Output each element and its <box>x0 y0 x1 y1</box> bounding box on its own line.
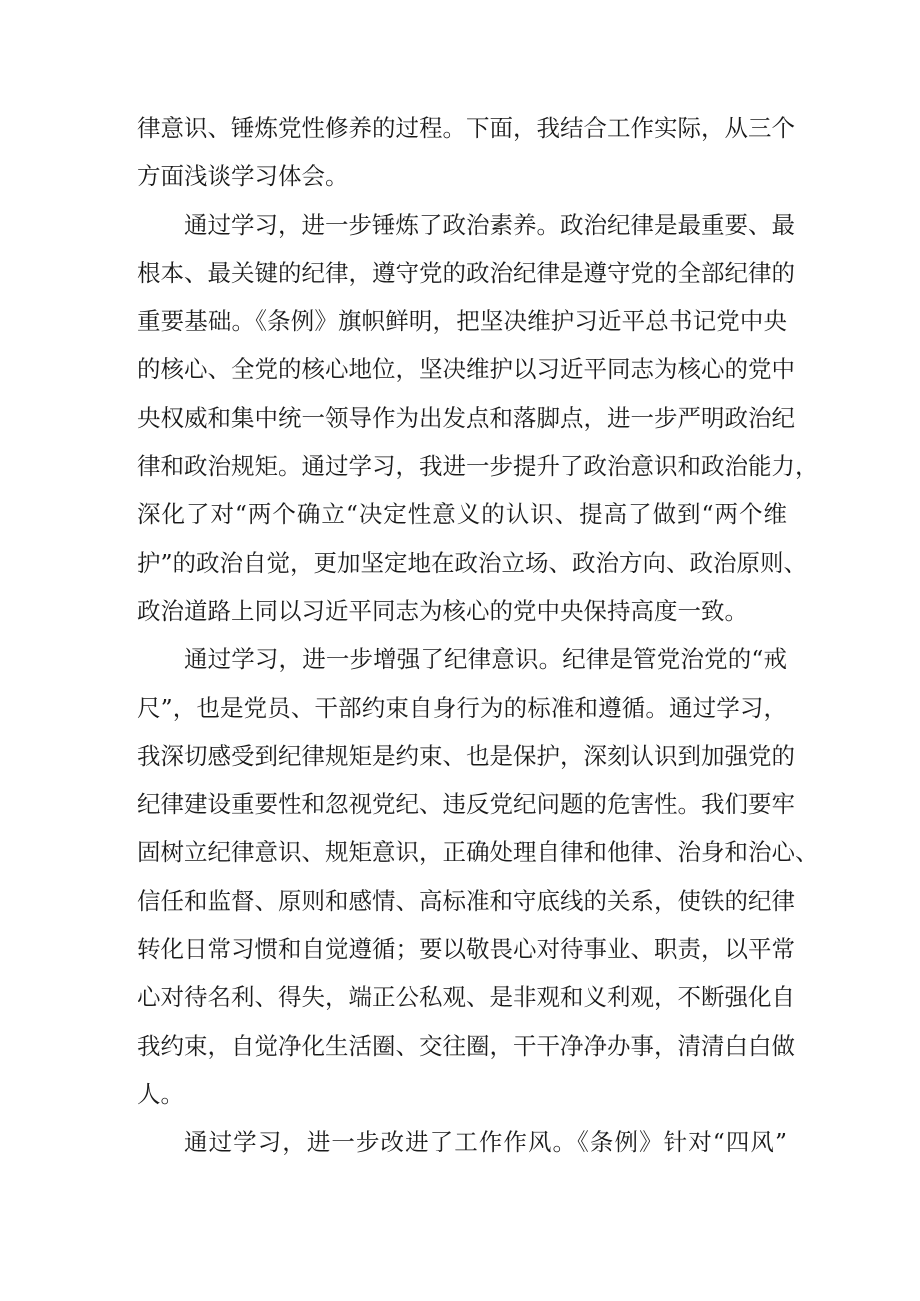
text-line: 固树立纪律意识、规矩意识，正确处理自律和他律、治身和治心、 <box>137 838 819 867</box>
text-line: 纪律建设重要性和忽视党纪、违反党纪问题的危害性。我们要牢 <box>137 790 795 819</box>
text-line: 政治道路上同以习近平同志为核心的党中央保持高度一致。 <box>137 596 748 625</box>
text-line: 我约束，自觉净化生活圈、交往圈，干干净净办事，清清白白做 <box>137 1031 795 1060</box>
text-line: 律意识、锤炼党性修养的过程。下面，我结合工作实际，从三个 <box>137 114 795 142</box>
text-line: 转化日常习惯和自觉遵循；要以敬畏心对待事业、职责，以平常 <box>137 935 795 964</box>
text-line: 深化了对“两个确立“决定性意义的认识、提高了做到“两个维 <box>137 500 787 529</box>
paragraph <box>137 201 819 636</box>
paragraph <box>137 104 795 201</box>
text-line: 重要基础。《条例》旗帜鲜明，把坚决维护习近平总书记党中央 <box>137 307 787 336</box>
text-line: 律和政治规矩。通过学习，我进一步提升了政治意识和政治能力， <box>137 452 819 481</box>
text-line: 根本、最关键的纪律，遵守党的政治纪律是遵守党的全部纪律的 <box>137 258 795 287</box>
document-body <box>137 104 819 1167</box>
text-line: 方面浅谈学习体会。 <box>137 162 349 191</box>
text-line: 尺”，也是党员、干部约束自身行为的标准和遵循。通过学习， <box>137 693 787 722</box>
text-line: 的核心、全党的核心地位，坚决维护以习近平同志为核心的党中 <box>137 355 795 384</box>
paragraph <box>137 1118 787 1166</box>
text-line: 信任和监督、原则和感情、高标准和守底线的关系，使铁的纪律 <box>137 886 795 915</box>
text-line: 人。 <box>137 1079 184 1108</box>
text-line: 通过学习，进一步改进了工作作风。《条例》针对“四风” <box>184 1128 787 1157</box>
text-line: 我深切感受到纪律规矩是约束、也是保护，深刻认识到加强党的 <box>137 741 795 770</box>
text-line: 通过学习，进一步增强了纪律意识。纪律是管党治党的“戒 <box>184 645 787 674</box>
paragraph <box>137 635 819 1118</box>
text-line: 央权威和集中统一领导作为出发点和落脚点，进一步严明政治纪 <box>137 403 795 432</box>
text-line: 通过学习，进一步锤炼了政治素养。政治纪律是最重要、最 <box>184 210 795 239</box>
text-line: 心对待名利、得失，端正公私观、是非观和义利观，不断强化自 <box>137 983 795 1012</box>
text-line: 护”的政治自觉，更加坚定地在政治立场、政治方向、政治原则、 <box>137 548 808 577</box>
